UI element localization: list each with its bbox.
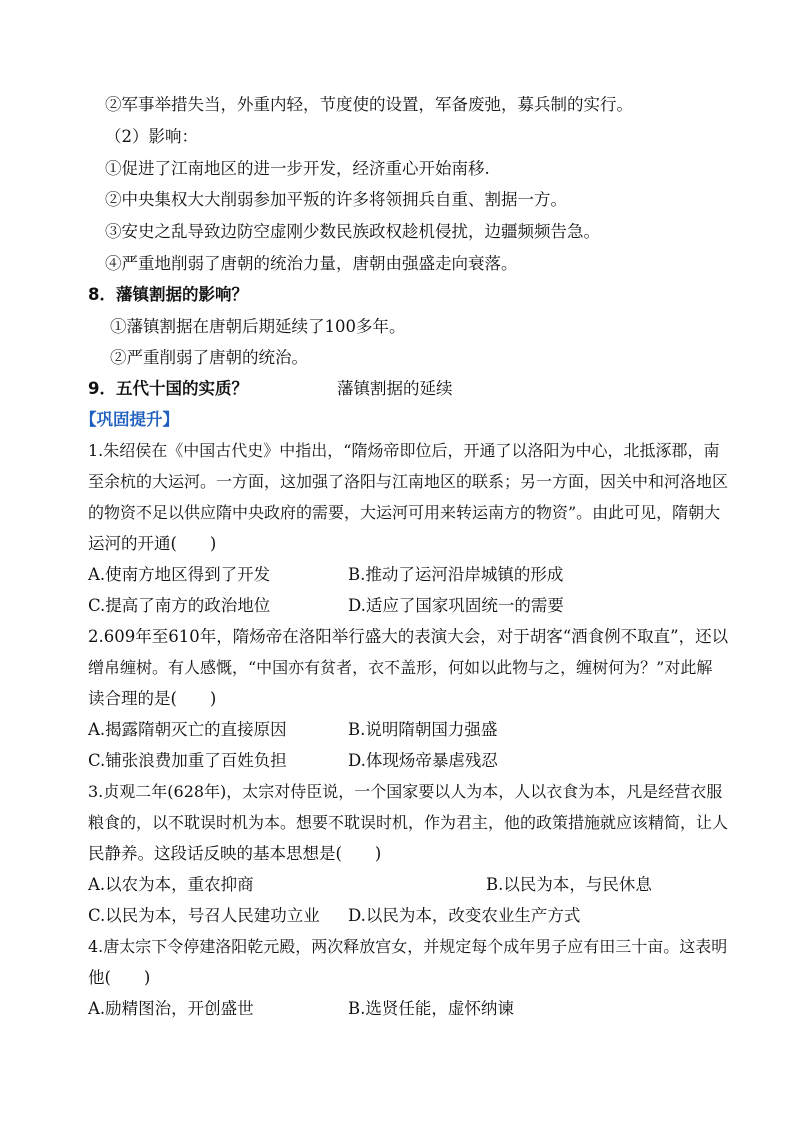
- q4-line-2: 他( ): [88, 968, 151, 987]
- impact-item-1: ①促进了江南地区的进一步开发，经济重心开始南移.: [105, 159, 490, 178]
- q1-line-1: 1.朱绍侯在《中国古代史》中指出，“隋炀帝即位后，开通了以洛阳为中心，北抵涿郡，南: [88, 441, 720, 460]
- impact-heading: （2）影响：: [105, 127, 198, 146]
- q2-option-a: A.揭露隋朝灭亡的直接原因: [88, 720, 287, 739]
- q3-option-d: D.以民为本，改变农业生产方式: [348, 906, 581, 925]
- q4-line-1: 4.唐太宗下令停建洛阳乾元殿，两次释放宫女，并规定每个成年男子应有田三十亩。这表明: [88, 937, 728, 956]
- q1-option-a: A.使南方地区得到了开发: [88, 565, 271, 584]
- section-heading: 【巩固提升】: [80, 410, 179, 429]
- q2-line-1: 2.609年至610年，隋炀帝在洛阳举行盛大的表演大会，对于胡客“酒食例不取直”，还以: [88, 627, 729, 646]
- q1-option-b: B.推动了运河沿岸城镇的形成: [348, 565, 564, 584]
- q1-line-2: 至余杭的大运河。一方面，这加强了洛阳与江南地区的联系；另一方面，因关中和河洛地区: [88, 472, 729, 491]
- q1-option-c: C.提高了南方的政治地位: [88, 596, 271, 615]
- q1-option-d: D.适应了国家巩固统一的需要: [348, 596, 564, 615]
- q3-option-c: C.以民为本，号召人民建功立业: [88, 906, 320, 925]
- impact-item-4: ④严重地削弱了唐朝的统治力量，唐朝由强盛走向衰落。: [105, 254, 518, 273]
- q3-line-1: 3.贞观二年(628年)，太宗对侍臣说，一个国家要以人为本，人以衣食为本，凡是经营衣服: [88, 782, 723, 801]
- q2-line-2: 缯帛缠树。有人感慨，“中国亦有贫者，衣不盖形，何如以此物与之，缠树何为？”对此解: [88, 658, 713, 677]
- q3-line-2: 粮食的，以不耽误时机为本。想要不耽误时机，作为君主，他的政策措施就应该精简，让人: [88, 813, 729, 832]
- q2-option-b: B.说明隋朝国力强盛: [348, 720, 498, 739]
- q3-line-3: 民静养。这段话反映的基本思想是( ): [88, 844, 382, 863]
- question-9: 9．五代十国的实质？: [88, 379, 248, 398]
- impact-item-2: ②中央集权大大削弱参加平叛的许多将领拥兵自重、割据一方。: [105, 190, 567, 209]
- question-8-answer-1: ①藩镇割据在唐朝后期延续了100多年。: [110, 317, 406, 336]
- q4-option-a: A.励精图治，开创盛世: [88, 999, 254, 1018]
- q2-option-d: D.体现炀帝暴虐残忍: [348, 751, 498, 770]
- q3-option-a: A.以农为本，重农抑商: [88, 875, 254, 894]
- question-8: 8．藩镇割据的影响？: [88, 285, 248, 304]
- impact-item-3: ③安史之乱导致边防空虚刚少数民族政权趁机侵扰，边疆频频告急。: [105, 222, 600, 241]
- q4-option-b: B.选贤任能，虚怀纳谏: [348, 999, 514, 1018]
- q1-line-3: 的物资不足以供应隋中央政府的需要，大运河可用来转运南方的物资”。由此可见，隋朝大: [88, 503, 721, 522]
- q3-option-b: B.以民为本，与民休息: [486, 875, 652, 894]
- q1-line-4: 运河的开通( ): [88, 534, 217, 553]
- question-8-answer-2: ②严重削弱了唐朝的统治。: [110, 348, 308, 367]
- question-9-answer: 藩镇割据的延续: [337, 379, 453, 398]
- q2-option-c: C.铺张浪费加重了百姓负担: [88, 751, 287, 770]
- cause-military: ②军事举措失当，外重内轻，节度使的设置，军备废弛，募兵制的实行。: [105, 95, 633, 114]
- q2-line-3: 读合理的是( ): [88, 689, 217, 708]
